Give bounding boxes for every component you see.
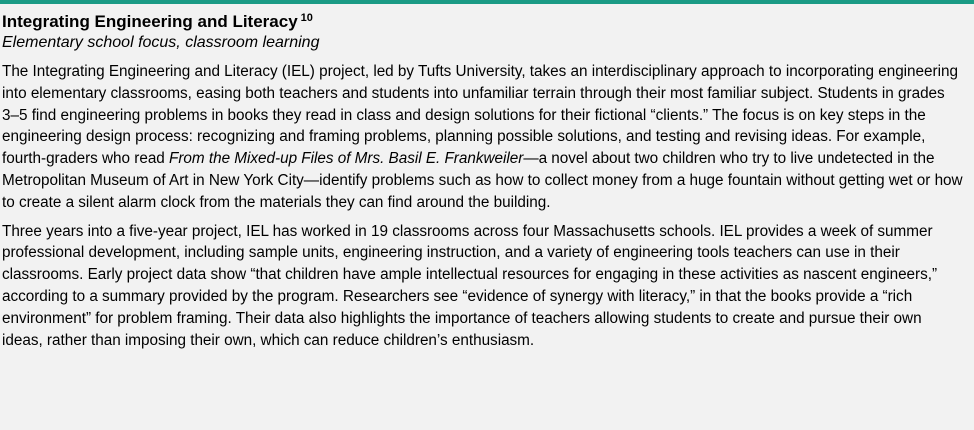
section-subtitle: Elementary school focus, classroom learning	[2, 34, 320, 51]
paragraph-1-text-after: —a novel about two children who try to live undetected in the Metropolitan Museum of Art in New York City—identify problems such as how to collect money from a huge fountain without getting wet or how to create a silent alarm clock from the materials they can find around the building.	[2, 150, 963, 211]
footnote-marker: 10	[300, 12, 313, 24]
body-paragraph-2: Three years into a five-year project, IEL has worked in 19 classrooms across four Massachusetts schools. IEL provides a week of summer professional development, including sample units, engineering instruction, and a variety of engineering tools teachers can use in their classrooms. Early project data show “that children have ample intellectual resources for engaging in these activities as nascent engineers,” according to a summary provided by the program. Researchers see “evidence of synergy with literacy,” in that the books provide a “rich environment” for problem framing. Their data also highlights the importance of teachers allowing students to create and pursue their own ideas, rather than imposing their own, which can reduce children’s enthusiasm.	[2, 222, 938, 349]
body-paragraph-1	[2, 61, 964, 214]
section-title-text: Integrating Engineering and Literacy	[2, 12, 298, 31]
book-title: From the Mixed-up Files of Mrs. Basil E. Frankweiler	[169, 150, 524, 168]
section-title	[2, 8, 964, 32]
paragraph-1-text-before: The Integrating Engineering and Literacy (IEL) project, led by Tufts University, takes an interdisciplinary approach to incorporating engineering into elementary classrooms, easing both teachers and students into unfamiliar terrain through their most familiar subject. Students in grades 3–5 find engineering problems in books they read in class and design solutions for their fictional “clients.” The focus is on key steps in the engineering design process: recognizing and framing problems, planning possible solutions, and testing and revising ideas. For example, fourth-graders who read	[2, 63, 958, 168]
